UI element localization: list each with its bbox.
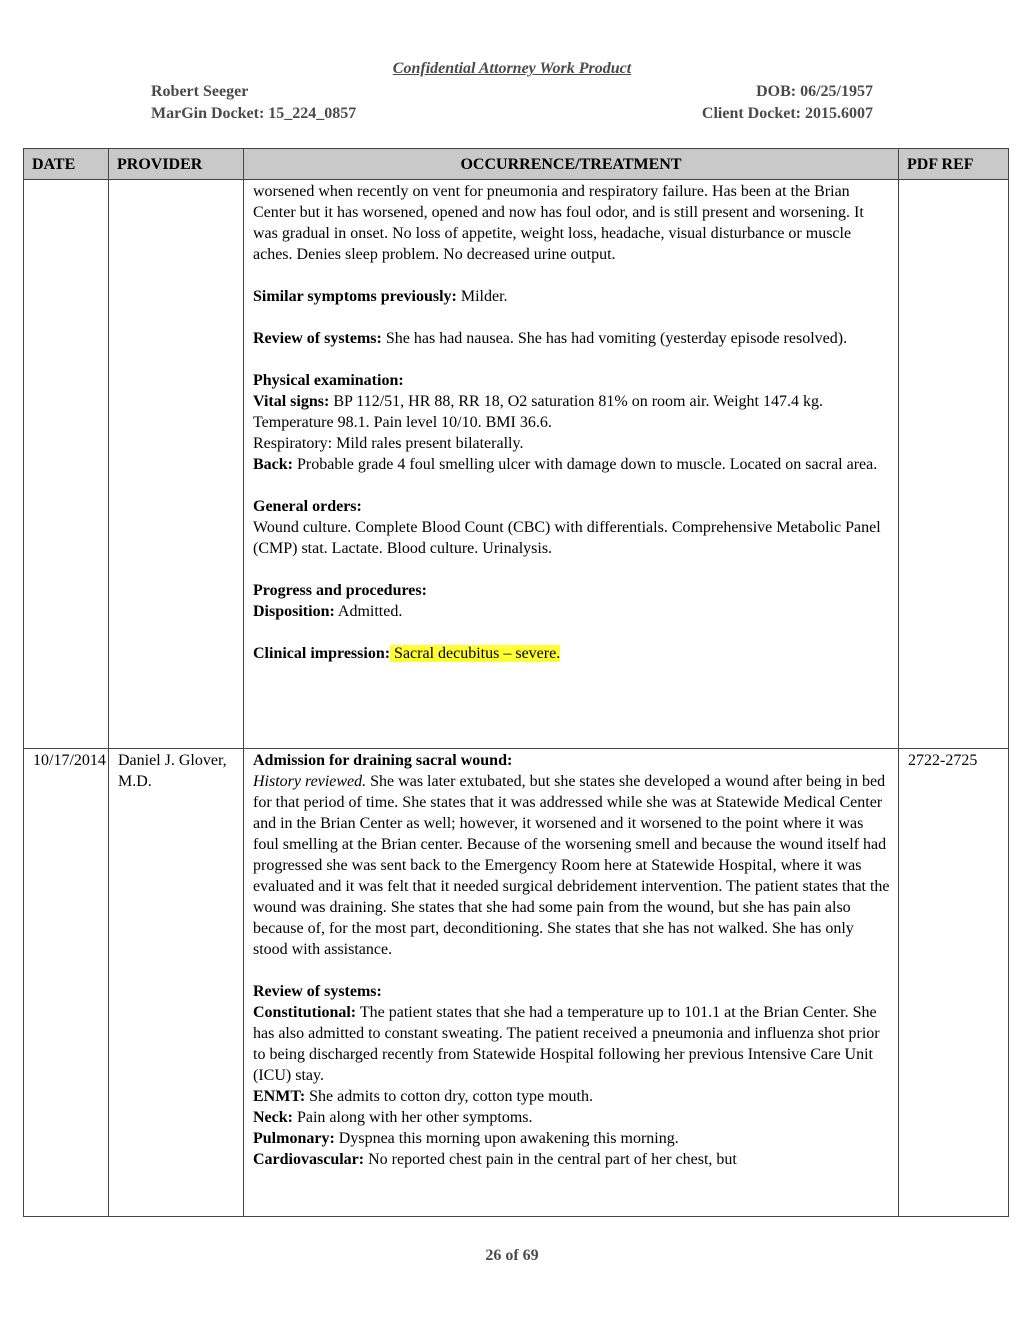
cell-occurrence — [244, 180, 899, 749]
table-header-row — [24, 149, 1009, 180]
vital-signs-label: Vital signs: — [253, 393, 330, 410]
disposition — [253, 601, 890, 622]
general-orders-heading: General orders: — [253, 498, 362, 515]
cardiovascular-text: No reported chest pain in the central part of her chest, but — [364, 1151, 737, 1168]
column-header-pdf-ref: PDF REF — [899, 149, 1009, 180]
history-paragraph — [253, 771, 890, 960]
clinical-impression — [253, 643, 890, 664]
neck — [253, 1107, 890, 1128]
column-header-occurrence: OCCURRENCE/TREATMENT — [244, 149, 899, 180]
client-docket: Client Docket: 2015.6007 — [701, 105, 873, 122]
similar-symptoms-label: Similar symptoms previously: — [253, 288, 457, 305]
enmt-text: She admits to cotton dry, cotton type mouth. — [305, 1088, 593, 1105]
respiratory-finding: Respiratory: Mild rales present bilaterally. — [253, 435, 524, 452]
confidential-notice: Confidential Attorney Work Product — [392, 60, 632, 77]
progress-heading: Progress and procedures: — [253, 582, 427, 599]
page-number: 26 of 69 — [485, 1247, 539, 1264]
disposition-text: Admitted. — [334, 603, 403, 620]
vital-signs — [253, 391, 890, 433]
cell-provider — [109, 180, 244, 749]
back-finding — [253, 454, 890, 475]
cardiovascular — [253, 1149, 890, 1170]
patient-dob: DOB: 06/25/1957 — [756, 83, 873, 100]
similar-symptoms-text: Milder. — [456, 288, 508, 305]
physical-exam-heading: Physical examination: — [253, 372, 404, 389]
column-header-date: DATE — [24, 149, 109, 180]
pulmonary-text: Dyspnea this morning upon awakening this morning. — [334, 1130, 679, 1147]
pulmonary-label: Pulmonary: — [253, 1130, 335, 1147]
ros-text: She has had nausea. She has had vomiting (yesterday episode resolved). — [381, 330, 848, 347]
clinical-impression-highlight: Sacral decubitus – severe. — [390, 645, 561, 662]
constitutional — [253, 1002, 890, 1086]
occurrence-paragraph: worsened when recently on vent for pneumonia and respiratory failure. Has been at the Brian Center but it has worsened, opened and now has foul odor, and is still present and worsening. It was gradual in onset. No loss of appetite, weight loss, headache, visual disturbance or muscle aches. Denies sleep problem. No decreased urine output. — [253, 183, 864, 263]
table-row — [24, 749, 1009, 1217]
medical-chronology-table — [23, 148, 1009, 1217]
vital-signs-text: BP 112/51, HR 88, RR 18, O2 saturation 81% on room air. Weight 147.4 kg. Temperature 98.1. Pain level 10/10. BMI 36.6. — [253, 393, 823, 431]
ros-heading: Review of systems: — [253, 983, 382, 1000]
clinical-impression-label: Clinical impression: — [253, 645, 391, 662]
margin-docket: MarGin Docket: 15_224_0857 — [151, 105, 357, 122]
history-label: History reviewed. — [253, 773, 367, 790]
column-header-provider: PROVIDER — [109, 149, 244, 180]
back-text: Probable grade 4 foul smelling ulcer with damage down to muscle. Located on sacral area. — [293, 456, 878, 473]
general-orders-text: Wound culture. Complete Blood Count (CBC) with differentials. Comprehensive Metabolic Panel (CMP) stat. Lactate. Blood culture. Urinalysis. — [253, 519, 881, 557]
cell-date: 10/17/2014 — [24, 749, 109, 1217]
constitutional-text: The patient states that she had a temperature up to 101.1 at the Brian Center. She has also admitted to constant sweating. The patient received a pneumonia and influenza shot prior to being discharged recently from Statewide Hospital following her previous Intensive Care Unit (ICU) stay. — [253, 1004, 880, 1084]
disposition-label: Disposition: — [253, 603, 335, 620]
table-row — [24, 180, 1009, 749]
back-label: Back: — [253, 456, 293, 473]
pulmonary — [253, 1128, 890, 1149]
cell-provider: Daniel J. Glover, M.D. — [109, 749, 244, 1217]
review-of-systems — [253, 328, 890, 349]
constitutional-label: Constitutional: — [253, 1004, 357, 1021]
ros-label: Review of systems: — [253, 330, 382, 347]
cell-pdf-ref — [899, 180, 1009, 749]
enmt-label: ENMT: — [253, 1088, 306, 1105]
history-text: She was later extubated, but she states she developed a wound after being in bed for that period of time. She states that it was addressed while she was at Statewide Medical Center and in the Brian Center as well; however, it worsened and it worsened to the point where it was foul smelling at the Brian center. Because of the worsening smell and because the wound itself had progressed she was sent back to the Emergency Room here at Statewide Hospital, where it was evaluated and it was felt that it needed surgical debridement intervention. The patient states that the wound was draining. She states that she had some pain from the wound, but she has pain also because of, for the most part, deconditioning. She states that she has not walked. She has only stood with assistance. — [253, 773, 890, 958]
cardiovascular-label: Cardiovascular: — [253, 1151, 365, 1168]
cell-pdf-ref: 2722-2725 — [899, 749, 1009, 1217]
similar-symptoms — [253, 286, 890, 307]
enmt — [253, 1086, 890, 1107]
admission-title: Admission for draining sacral wound: — [253, 752, 513, 769]
neck-text: Pain along with her other symptoms. — [292, 1109, 533, 1126]
patient-name: Robert Seeger — [151, 83, 249, 100]
cell-occurrence — [244, 749, 899, 1217]
cell-date — [24, 180, 109, 749]
neck-label: Neck: — [253, 1109, 293, 1126]
